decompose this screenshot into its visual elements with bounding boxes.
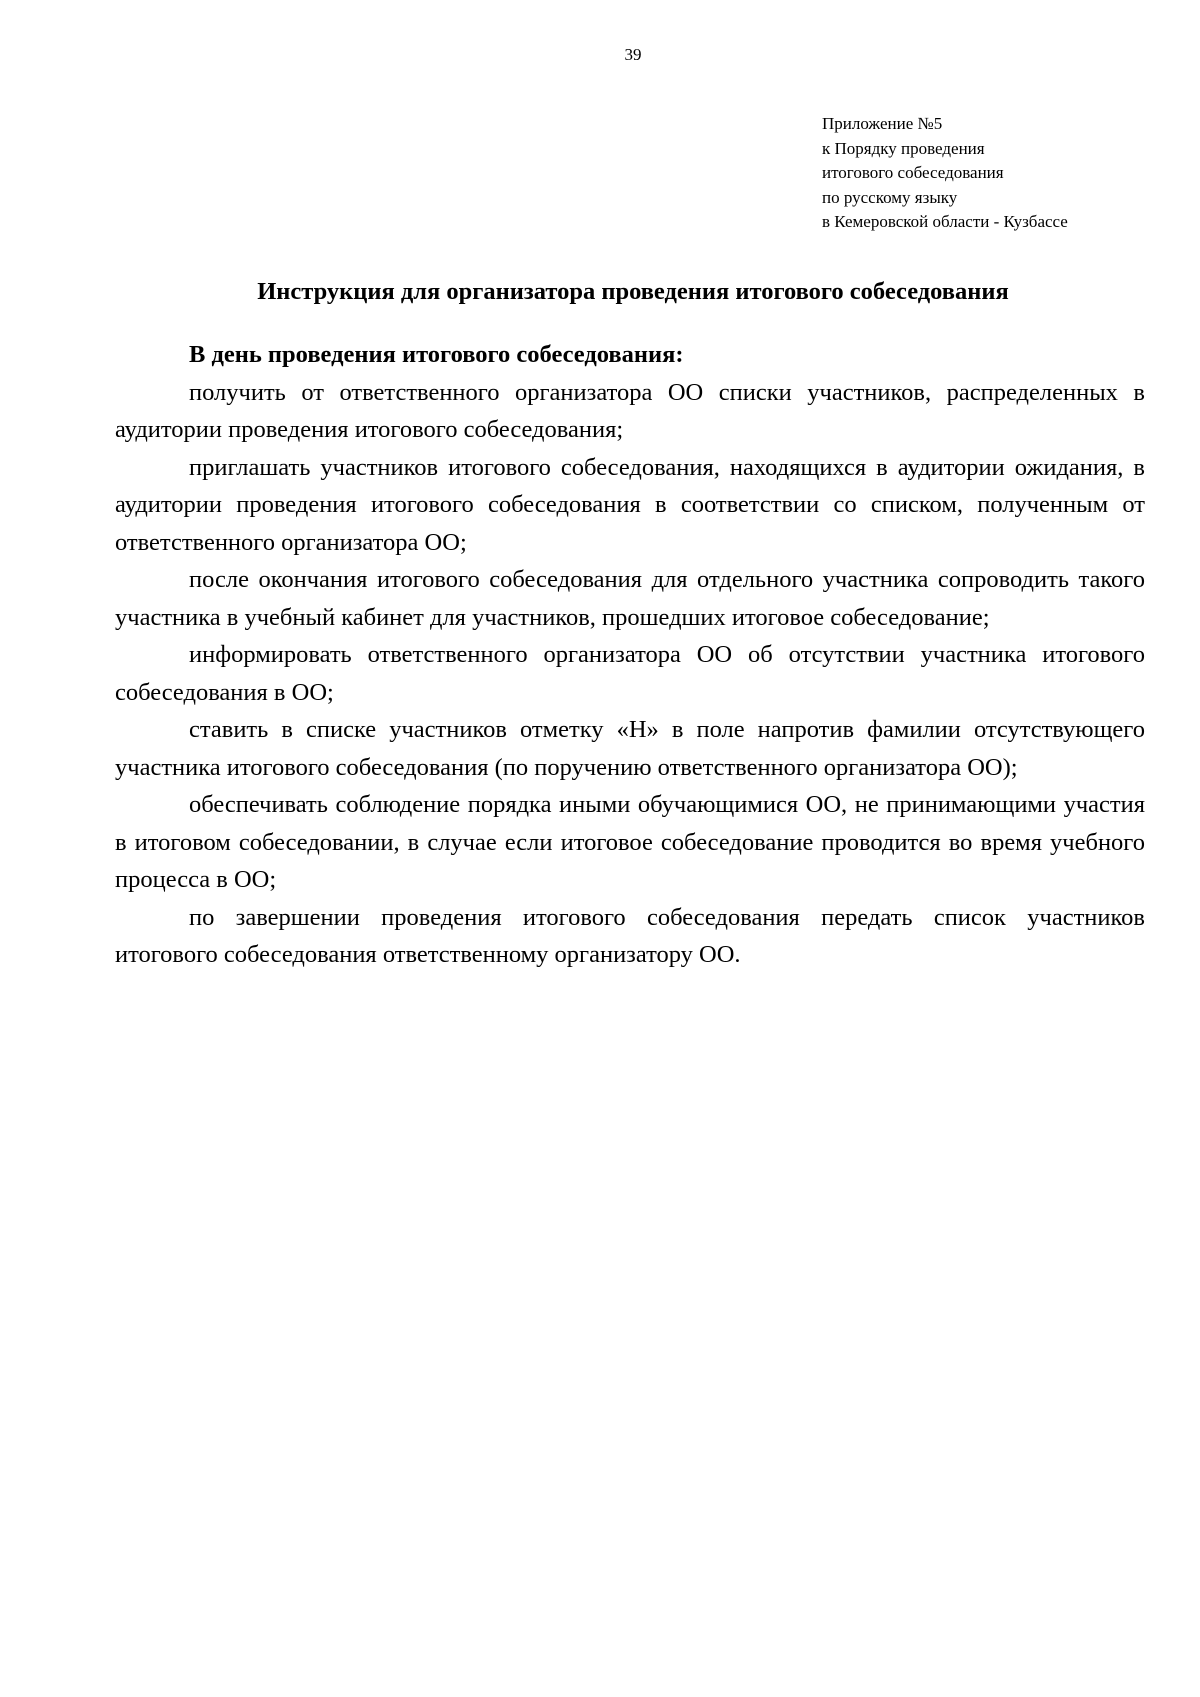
instruction-paragraph: ставить в списке участников отметку «Н» в поле напротив фамилии отсутствующего участника итогового собеседования (по поручению ответственного организатора ОО); xyxy=(115,716,1145,781)
page-number: 39 xyxy=(624,45,642,64)
appendix-line: к Порядку проведения xyxy=(822,138,985,158)
appendix-line: в Кемеровской области - Кузбассе xyxy=(822,212,1068,231)
instruction-paragraph: информировать ответственного организатора ОО об отсутствии участника итогового собеседования в ОО; xyxy=(115,641,1145,706)
section-subheading: В день проведения итогового собеседования: xyxy=(189,341,684,368)
appendix-line: Приложение №5 xyxy=(822,114,943,133)
instruction-paragraph: после окончания итогового собеседования для отдельного участника сопроводить такого участника в учебный кабинет для участников, прошедших итоговое собеседование; xyxy=(115,566,1145,631)
instruction-paragraph: получить от ответственного организатора ОО списки участников, распределенных в аудитории проведения итогового собеседования; xyxy=(115,378,1145,443)
appendix-line: итогового собеседования xyxy=(822,163,1004,182)
appendix-note xyxy=(822,112,1162,235)
instruction-paragraph: приглашать участников итогового собеседования, находящихся в аудитории ожидания, в аудитории проведения итогового собеседования в соответствии со списком, полученным от ответственного организатора ОО; xyxy=(115,453,1145,556)
instruction-paragraph: обеспечивать соблюдение порядка иными обучающимися ОО, не принимающими участия в итоговом собеседовании, в случае если итоговое собеседование проводится во время учебного процесса в ОО; xyxy=(115,791,1145,893)
document-title: Инструкция для организатора проведения итогового собеседования xyxy=(257,278,1009,305)
appendix-line: по русскому языку xyxy=(822,187,958,207)
instruction-paragraph: по завершении проведения итогового собеседования передать список участников итогового собеседования ответственному организатору ОО. xyxy=(115,903,1145,968)
document-body xyxy=(115,336,1145,974)
